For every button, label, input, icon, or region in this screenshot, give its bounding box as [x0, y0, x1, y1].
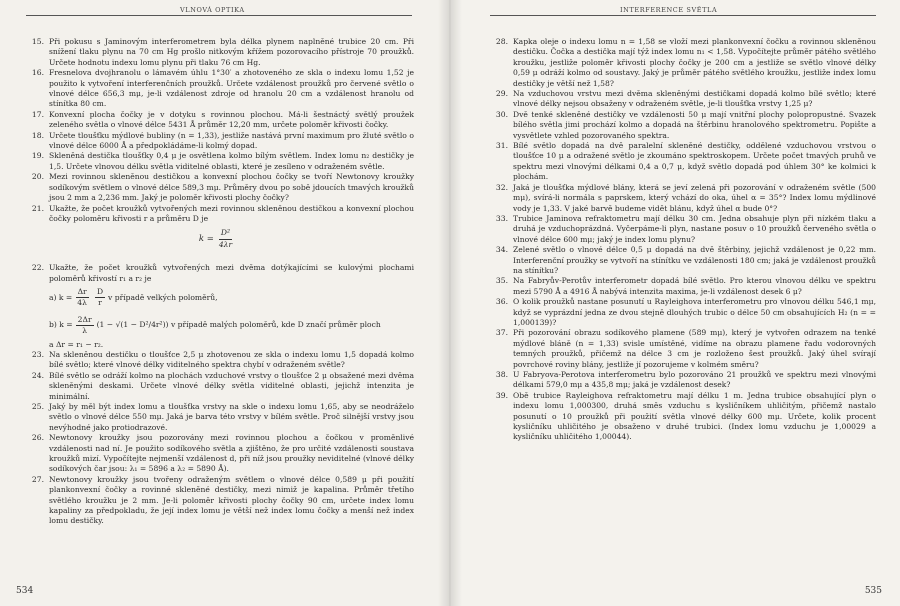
problem-number: 16. [31, 68, 44, 78]
problem-35 [486, 276, 876, 297]
problem-number: 34. [495, 245, 508, 255]
problem-text: Ukažte, že počet kroužků vytvořených mezi dvěma dotýkajícími se kulovými plochami poloměrů křivostí r₁ a r₂ je [49, 263, 414, 283]
numerator: D [95, 287, 105, 298]
problem-number: 28. [495, 37, 508, 46]
problem-19 [22, 151, 414, 172]
right-page [450, 0, 900, 606]
problem-number: 20. [31, 172, 44, 182]
problem-23 [22, 350, 414, 371]
problem-24 [22, 371, 414, 402]
formula-22c-row [22, 340, 414, 350]
formula-label: b) k = [49, 320, 73, 330]
problem-list [486, 37, 876, 443]
problem-text: Kapka oleje o indexu lomu n = 1,58 se vloží mezi plankonvexní čočku a rovinnou skleněnou destičku. Čočka a destička mají týž index lomu n₁ < 1,58. Vypočítejte průměr pátého světlého kroužku, jestliže poloměr křivosti plochy čočky je 200 cm a jestliže se světlo vlnové délky 0,59 μ odráží kolmo od soustavy. Jaký je průměr pátého světlého kroužku, jestliže index lomu destičky je větší než 1,58? [513, 37, 876, 88]
formula-22b-row [22, 312, 414, 340]
problem-number: 39. [495, 390, 508, 400]
problem-number: 30. [495, 109, 508, 119]
problem-text: Newtonovy kroužky jsou tvořeny odraženým světlem o vlnové délce 0,589 μ při použití plankonvexní čočky a rovinné skleněné destičky, mezi nimiž je kapalina. Průměr třetího světlého kroužku je 2 mm. Je-li poloměr křivosti plochy čočky 90 cm, určete index lomu kapaliny za předpokladu, že její index lomu je větší než index lomu čočky a menší než index lomu destičky. [49, 474, 414, 526]
problem-34 [486, 245, 876, 276]
problem-number: 23. [31, 349, 44, 359]
problem-number: 17. [31, 109, 44, 119]
problem-number: 33. [495, 213, 508, 223]
problem-number: 32. [495, 182, 508, 192]
problem-text: Zelené světlo o vlnové délce 0,5 μ dopadá na dvě štěrbiny, jejichž vzdálenost je 0,22 mm. Interferenční proužky se vytvoří na stínítku ve vzdálenosti 180 cm; jaká je vzdálenost proužků na stínítku? [513, 245, 876, 275]
problem-number: 29. [495, 89, 508, 99]
problem-38 [486, 370, 876, 391]
fraction [95, 287, 105, 309]
formula-body: (1 − √(1 − D²/4r²)) [96, 320, 169, 330]
problem-text: Skleněná destička tloušťky 0,4 μ je osvětlena kolmo bílým světlem. Index lomu n₂ destičky je 1,5. Určete vlnovou délku světla viditelné oblasti, které je zesíleno v odraženém světle. [49, 151, 414, 171]
problem-text: Jaký by měl být index lomu a tloušťka vrstvy na skle o indexu lomu 1,65, aby se neodráželo světlo o vlnové délce 550 mμ. Jaká je barva této vrstvy v bílém světle. Proč silnější vrstvy jsou nevýhodné jako protiodrazové. [49, 402, 414, 432]
formula-22c: a Δr = r₁ − r₂. [49, 339, 104, 349]
problem-36 [486, 297, 876, 328]
page-number: 535 [864, 586, 882, 596]
fraction [76, 315, 94, 337]
numerator: Δr [76, 287, 89, 298]
formula-22a [49, 287, 414, 309]
problem-30 [486, 110, 876, 141]
problem-text: Na skleněnou destičku o tloušťce 2,5 μ zhotovenou ze skla o indexu lomu 1,5 dopadá kolmo bílé světlo; které vlnové délky viditelného spektra chybí v odraženém světle? [49, 349, 414, 370]
problem-text: Na Fabryův-Perotův interferometr dopadá bílé světlo. Pro kterou vlnovou délku ve spektru mezi 5790 Å a 4916 Å nabývá intenzita maxima, je-li vzdálenost desek 6 μ? [513, 276, 876, 296]
problem-number: 27. [31, 474, 44, 484]
denominator: 4λr [218, 239, 233, 249]
numerator: 2Δr [76, 315, 94, 326]
problem-number: 22. [31, 263, 44, 273]
problem-number: 19. [31, 151, 44, 161]
page-number: 534 [16, 586, 34, 596]
problem-number: 36. [495, 297, 508, 307]
problem-39 [486, 391, 876, 443]
formula-note: v případě velkých poloměrů, [108, 292, 218, 302]
formula-label: a) k = [49, 292, 73, 302]
problem-number: 25. [31, 402, 44, 411]
problem-text: Dvě tenké skleněné destičky ve vzdálenosti 50 μ mají vnitřní plochy polopropustné. Svazek bílého světla jimi prochází kolmo a dopadá na štěrbinu hranolového spektrometru. Popište a vysvětlete vzhled pozorovaného spektra. [513, 109, 876, 140]
problem-list [22, 37, 414, 527]
problem-text: Bílé světlo dopadá na dvě paralelní skleněné destičky, oddělené vzduchovou vrstvou o tloušťce 10 μ a odražené světlo je zkoumáno spektroskopem. Určete počet tmavých pruhů ve spektru mezi vlnovými délkami 0,4 a 0,7 μ, když světlo dopadá pod úhlem 30° ke kolmici k plochám. [513, 141, 876, 182]
problem-32 [486, 183, 876, 214]
problem-text: O kolik proužků nastane posunutí u Rayleighova interferometru pro vlnovou délku 546,1 mμ, když se vyprázdní jedna ze dvou stejně dlouhých trubic o délce 50 cm obsahujících H₂ (n = = 1,000139)? [513, 297, 876, 327]
problem-text: Bílé světlo se odráží kolmo na plochách vzduchové vrstvy o tloušťce 2 μ obsažené mezi dvěma skleněnými deskami. Určete vlnové délky světla viditelné oblasti, jejichž intenzita je minimální. [49, 370, 414, 401]
problem-number: 38. [495, 370, 508, 379]
problem-text: Určete tloušťku mýdlové bubliny (n = 1,33), jestliže nastává první maximum pro žluté světlo o vlnové délce 6000 Å a předpokládáme-li kolmý dopad. [49, 130, 414, 151]
numerator: D² [219, 228, 232, 239]
problem-29 [486, 89, 876, 110]
problem-21 [22, 204, 414, 225]
problem-25 [22, 402, 414, 433]
formula-21 [22, 228, 414, 250]
book-gutter-shadow [438, 0, 462, 606]
problem-text: Mezi rovinnou skleněnou destičkou a konvexní plochou čočky se tvoří Newtonovy kroužky sodíkovým světlem o vlnové délce 589,3 mμ. Průměry dvou po sobě jdoucích tmavých kroužků jsou 2 mm a 2,236 mm. Jaký je poloměr křivosti plochy čočky? [49, 172, 414, 203]
formula-22a-row [22, 284, 414, 312]
problem-20 [22, 172, 414, 203]
problem-text: Na vzduchovou vrstvu mezi dvěma skleněnými destičkami dopadá kolmo bílé světlo; které vlnové délky nejsou obsaženy v odraženém světle, je-li tloušťka vrstvy 1,25 μ? [513, 89, 876, 109]
problem-number: 31. [495, 141, 508, 151]
problem-17 [22, 110, 414, 131]
problem-text: Newtonovy kroužky jsou pozorovány mezi rovinnou plochou a čočkou v proměnlivé vzdálenosti nad ní. Je použito sodíkového světla a zjištěno, že pro určité vzdálenosti soustava kroužků mizí. Vypočítejte nejmenší vzdálenost d, při níž jsou proužky neviditelné (vlnové délky sodíkových čar jsou: λ₁ = 5896 a λ₂ = 5890 Å). [49, 433, 414, 474]
running-header: INTERFERENCE SVĚTLA [620, 6, 718, 14]
problem-text: Jaká je tloušťka mýdlové blány, která se jeví zelená při pozorování v odraženém světle (500 mμ), svírá-li normála s paprskem, který vchází do oka, úhel α = 35°? Index lomu mýdlinové vody je 1,33. V jaké barvě budeme vidět blánu, když úhel α bude 0°? [513, 182, 876, 213]
problem-text: Fresnelova dvojhranolu o lámavém úhlu 1°30′ a zhotoveného ze skla o indexu lomu 1,52 je použito k vytvoření interferenčních proužků. Určete vzdálenost proužků pro červené světlo o vlnové délce 656,3 mμ, je-li vzdálenost zdroje od hranolu 20 cm a vzdálenost hranolu od stínítka 80 cm. [49, 68, 414, 109]
problem-number: 37. [495, 328, 508, 338]
problem-27 [22, 475, 414, 527]
problem-16 [22, 68, 414, 110]
problem-text: U Fabryova-Perotova interferometru bylo pozorováno 21 proužků ve spektru mezi vlnovými délkami 579,0 mμ a 435,8 mμ; jaká je vzdálenost desek? [513, 370, 876, 390]
problem-number: 26. [31, 433, 44, 443]
header-rule [26, 15, 412, 16]
problem-18 [22, 131, 414, 152]
problem-text: Při pozorování obrazu sodíkového plamene (589 mμ), který je vytvořen odrazem na tenké mýdlové bláně (n = 1,33) svisle umístěné, vidíme na obrazu plamene řadu vodorovných temných proužků, přičemž na délce 3 cm je rozloženo šest proužků. Jaký úhel svírají povrchové roviny blány, jestliže jí pozorujeme v kolmém směru? [513, 328, 876, 369]
formula-22b [49, 315, 414, 337]
problem-31 [486, 141, 876, 183]
problem-number: 24. [31, 370, 44, 380]
denominator: 4λ [77, 298, 87, 308]
problem-text: Konvexní plocha čočky je v dotyku s rovinnou plochou. Má-li šestnáctý světlý proužek zeleného světla o vlnové délce 5431 Å průměr 12,20 mm, určete poloměr křivosti čočky. [49, 109, 414, 130]
problem-number: 15. [31, 37, 44, 46]
problem-text: Při pokusu s Jaminovým interferometrem byla délka plynem naplněné trubice 20 cm. Při snížení tlaku plynu na 70 cm Hg prošlo nitkovým křížem pozorovacího přístroje 70 proužků. Určete hodnotu indexu lomu plynu při tlaku 76 cm Hg. [49, 37, 414, 67]
running-header: VLNOVÁ OPTIKA [180, 6, 245, 14]
problem-26 [22, 433, 414, 475]
header-rule [490, 15, 876, 16]
problem-15 [22, 37, 414, 68]
denominator: λ [82, 326, 88, 336]
problem-33 [486, 214, 876, 245]
problem-22 [22, 263, 414, 284]
fraction [217, 228, 234, 250]
problem-text: Obě trubice Rayleighova refraktometru mají délku 1 m. Jedna trubice obsahující plyn o indexu lomu 1,000300, druhá směs vzduchu s kysličníkem uhličitým, přičemž nastalo posunutí o 10 proužků při použití světla vlnové délky 600 mμ. Určete, kolik procent kysličníku uhličitého je obsaženo v druhé trubici. (Index lomu vzduchu je 1,00029 a kysličníku uhličitého 1,00044). [513, 390, 876, 442]
problem-text: Ukažte, že počet kroužků vytvořených mezi rovinnou skleněnou destičkou a konvexní plochou čočky poloměru křivosti r a průměru D je [49, 203, 414, 223]
problem-number: 35. [495, 276, 508, 286]
problem-number: 21. [31, 203, 44, 213]
fraction [75, 287, 89, 309]
formula-note: v případě malých poloměrů, kde D značí průměr ploch [170, 320, 381, 330]
problem-text: Trubice Jaminova refraktometru mají délku 30 cm. Jedna obsahuje plyn při nízkém tlaku a druhá je vzduchoprázdná. Vyčerpáme-li plyn, nastane posuv o 10 proužků červeného světla o vlnové délce 600 mμ; jaký je index lomu plynu? [513, 213, 876, 244]
problem-28 [486, 37, 876, 89]
problem-number: 18. [31, 130, 44, 140]
problem-37 [486, 328, 876, 370]
formula-lhs: k = [198, 234, 214, 245]
denominator: r [98, 298, 102, 308]
